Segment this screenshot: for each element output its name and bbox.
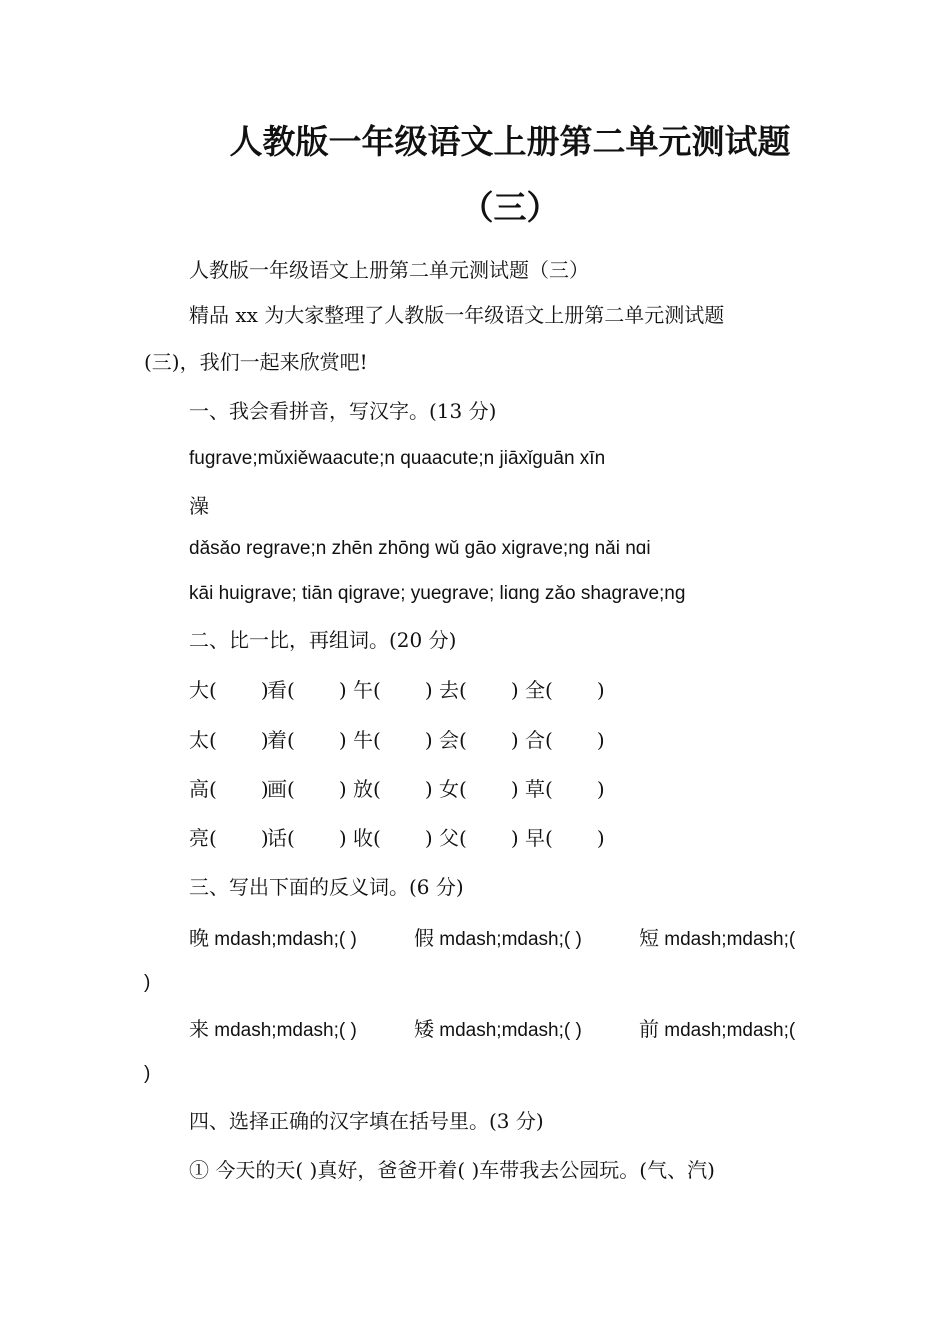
antonym-item: 前 mdash;mdash;( bbox=[639, 1017, 796, 1041]
pinyin-line-3: kāi huigrave; tiān qigrave; yuegrave; liɑng zǎo shagrave;ng bbox=[189, 583, 686, 604]
antonym-item: 短 mdash;mdash;( bbox=[639, 926, 796, 950]
section-3-heading: 三、写出下面的反义词。(6 分) bbox=[189, 875, 464, 899]
intro-paragraph-line-1: 精品 xx 为大家整理了人教版一年级语文上册第二单元测试题 bbox=[189, 303, 725, 327]
compare-cell: 着( ) bbox=[267, 728, 347, 752]
document-title-suffix: （三） bbox=[460, 188, 560, 227]
subtitle: 人教版一年级语文上册第二单元测试题（三） bbox=[189, 258, 589, 282]
compare-cell: 画( ) bbox=[267, 777, 347, 801]
antonym-item: 假 mdash;mdash;( ) bbox=[414, 926, 582, 950]
compare-cell: 早( ) bbox=[525, 826, 605, 850]
compare-cell: 草( ) bbox=[525, 777, 605, 801]
compare-cell: 全( ) bbox=[525, 678, 605, 702]
document-title: 人教版一年级语文上册第二单元测试题 bbox=[229, 122, 791, 161]
intro-paragraph-line-2: (三)，我们一起来欣赏吧! bbox=[144, 350, 368, 374]
compare-cell: 会( ) bbox=[439, 728, 519, 752]
antonym-row-1-wrap: ) bbox=[144, 972, 151, 993]
character-line: 澡 bbox=[189, 494, 209, 518]
compare-cell: 看( ) bbox=[267, 678, 347, 702]
antonym-item: 晚 mdash;mdash;( ) bbox=[189, 926, 357, 950]
compare-cell: 女( ) bbox=[439, 777, 519, 801]
question-1: ① 今天的天( )真好，爸爸开着( )车带我去公园玩。(气、汽) bbox=[189, 1158, 715, 1182]
compare-cell: 高( ) bbox=[189, 777, 269, 801]
antonym-row-2-wrap: ) bbox=[144, 1063, 151, 1084]
pinyin-line-2: dǎsǎo regrave;n zhēn zhōng wǔ gāo xigrave;ng nǎi nɑi bbox=[189, 538, 651, 559]
compare-cell: 去( ) bbox=[439, 678, 519, 702]
antonym-item: 来 mdash;mdash;( ) bbox=[189, 1017, 357, 1041]
section-4-heading: 四、选择正确的汉字填在括号里。(3 分) bbox=[189, 1109, 544, 1133]
section-2-heading: 二、比一比，再组词。(20 分) bbox=[189, 628, 457, 652]
compare-cell: 话( ) bbox=[267, 826, 347, 850]
section-1-heading: 一、我会看拼音，写汉字。(13 分) bbox=[189, 399, 497, 423]
compare-cell: 大( ) bbox=[189, 678, 269, 702]
antonym-item: 矮 mdash;mdash;( ) bbox=[414, 1017, 582, 1041]
compare-cell: 合( ) bbox=[525, 728, 605, 752]
compare-cell: 亮( ) bbox=[189, 826, 269, 850]
compare-cell: 父( ) bbox=[439, 826, 519, 850]
compare-cell: 太( ) bbox=[189, 728, 269, 752]
compare-cell: 午( ) bbox=[353, 678, 433, 702]
compare-cell: 收( ) bbox=[353, 826, 433, 850]
pinyin-line-1: fugrave;mǔxiěwaacute;n quaacute;n jiāxǐguān xīn bbox=[189, 448, 606, 469]
compare-cell: 放( ) bbox=[353, 777, 433, 801]
compare-cell: 牛( ) bbox=[353, 728, 433, 752]
